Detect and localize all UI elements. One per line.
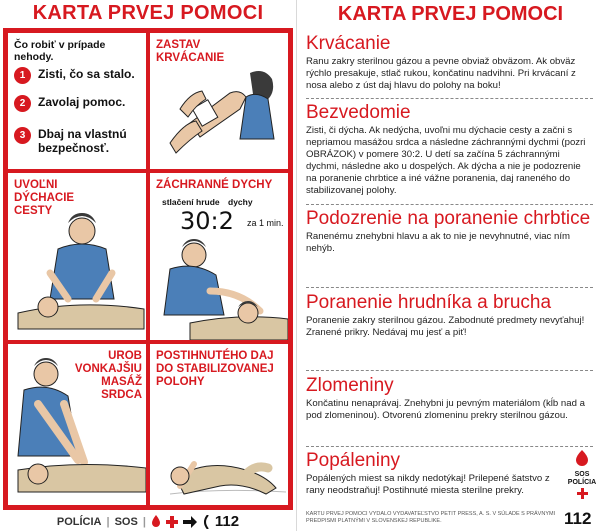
section-body: Ranenému znehybni hlavu a ak to nie je nevyhnutné, viac ním nehýb. [306,231,570,254]
panel-caption: POSTIHNUTÉHO DAJ DO STABILIZOVANEJ POLOHY [156,350,274,388]
section-spine-injury [306,209,591,255]
section-body: Popálených miest sa nikdy nedotýkaj! Prilepené šatstvo z rany neodstraňuj! Postihnuté miesta sterilne prekry. [306,473,550,496]
ratio-value: 30:2 [180,207,234,235]
intro-text: Čo robiť v prípade nehody. [14,39,106,63]
section-bleeding [306,34,591,92]
separator: | [106,515,110,528]
arrow-right-icon [183,516,197,528]
fire-icon [151,515,161,528]
section-divider [306,98,593,99]
panel-open-airway [8,173,146,340]
section-body: Končatinu nenaprávaj. Znehybni ju pevným materiálom (kĺb nad a pod zlomeninou). Otvorenú zlomeninu prekry sterilnou gázou. [306,398,585,421]
section-fractures [306,376,591,422]
bandaging-illustration [150,33,288,169]
section-chest-abdomen-injury [306,293,591,339]
step-number: 2 [14,95,31,112]
section-heading: Popáleniny [306,450,401,471]
step-text: Zavolaj pomoc. [38,95,126,109]
right-card [301,0,600,531]
red-cross-icon [166,516,178,528]
step-text: Dbaj na vlastnú bezpečnosť. [38,127,127,155]
emergency-number: 112 [214,513,240,530]
section-heading: Bezvedomie [306,102,411,123]
panel-caption: UVOĽNI DÝCHACIE CESTY [14,179,75,217]
section-heading: Krvácanie [306,33,391,54]
red-cross-icon [577,488,588,499]
section-body: Zisti, či dýcha. Ak nedýcha, uvoľni mu dýchacie cesty a začni s nepriamou masážou srdca a následne záchrannými dychmi (pozri OBRÁZOK) v pomere 30:2. U detí sa začína 5 záchrannými dychmi, následne ako u dospelých. Ak dýcha a nie je podozrenie na poranenie chrbtice a iné vážne poranenia, daj raneného do stabilizovanej polohy. [306,125,586,196]
publisher-fine-print: KARTU PRVEJ POMOCI VYDALO VYDAVATEĽSTVO PETIT PRESS, A. S. V SÚLADE S PRÁVNYMI PREDPISMI PLATNÝMI V SLOVENSKEJ REPUBLIKE. [306,511,556,524]
section-body: Poranenie zakry sterilnou gázou. Zabodnuté predmety nevyťahuj! Zranené prikry. Nedávaj mu jesť a piť! [306,315,585,338]
section-heading: Poranenie hrudníka a brucha [306,292,552,313]
separator: | [142,515,146,528]
recovery-position-illustration [150,344,288,505]
panel-stop-bleeding [150,33,288,169]
left-card [0,0,296,531]
panel-cpr [8,344,146,505]
step-number: 1 [14,67,31,84]
step-3 [14,127,144,155]
cpr-illustration [8,344,146,505]
section-body: Ranu zakry sterilnou gázou a pevne obviaž obväzom. Ak obväz rýchlo presakuje, stlač rukou, končatinu nadvihni. Pri krvácaní z nosa alebo z úst daj hlavu do polohy na boku! [306,56,576,91]
phone-icon [202,515,210,529]
step-number: 3 [14,127,31,144]
step-1 [14,67,144,84]
panel-recovery-position [150,344,288,505]
section-divider [306,370,593,371]
instruction-grid [3,28,293,510]
fire-icon [575,450,589,466]
section-divider [306,204,593,205]
step-text: Zisti, čo sa stalo. [38,67,135,81]
section-heading: Zlomeniny [306,375,394,396]
sos-police-badge [567,450,597,506]
panel-caption: UROB VONKAJŠIU MASÁŽ SRDCA [74,350,142,401]
section-divider [306,446,593,447]
section-unconsciousness [306,103,591,197]
emergency-number: 112 [564,509,592,528]
rate-label: za 1 min. [247,218,284,228]
sos-label: SOS [114,515,138,528]
rescue-breaths-illustration [150,173,288,340]
left-card-title: KARTA PRVEJ POMOCI [32,2,264,24]
breaths-label: dychy [228,197,253,207]
panel-what-to-do [8,33,146,169]
left-footer [0,512,296,531]
sos-label: SOS [574,471,590,478]
section-burns [306,451,561,497]
police-label: POLÍCIA [567,479,597,486]
section-divider [306,287,593,288]
section-heading: Podozrenie na poranenie chrbtice [306,208,591,229]
airway-illustration [8,173,146,340]
panel-caption: ZÁCHRANNÉ DYCHY [156,179,273,191]
police-label: POLÍCIA [56,515,102,528]
right-card-title: KARTA PRVEJ POMOCI [337,3,564,25]
step-2 [14,95,144,112]
panel-rescue-breaths [150,173,288,340]
compressions-label: stlačení hrude [162,197,220,207]
panel-caption: ZASTAV KRVÁCANIE [156,39,225,64]
